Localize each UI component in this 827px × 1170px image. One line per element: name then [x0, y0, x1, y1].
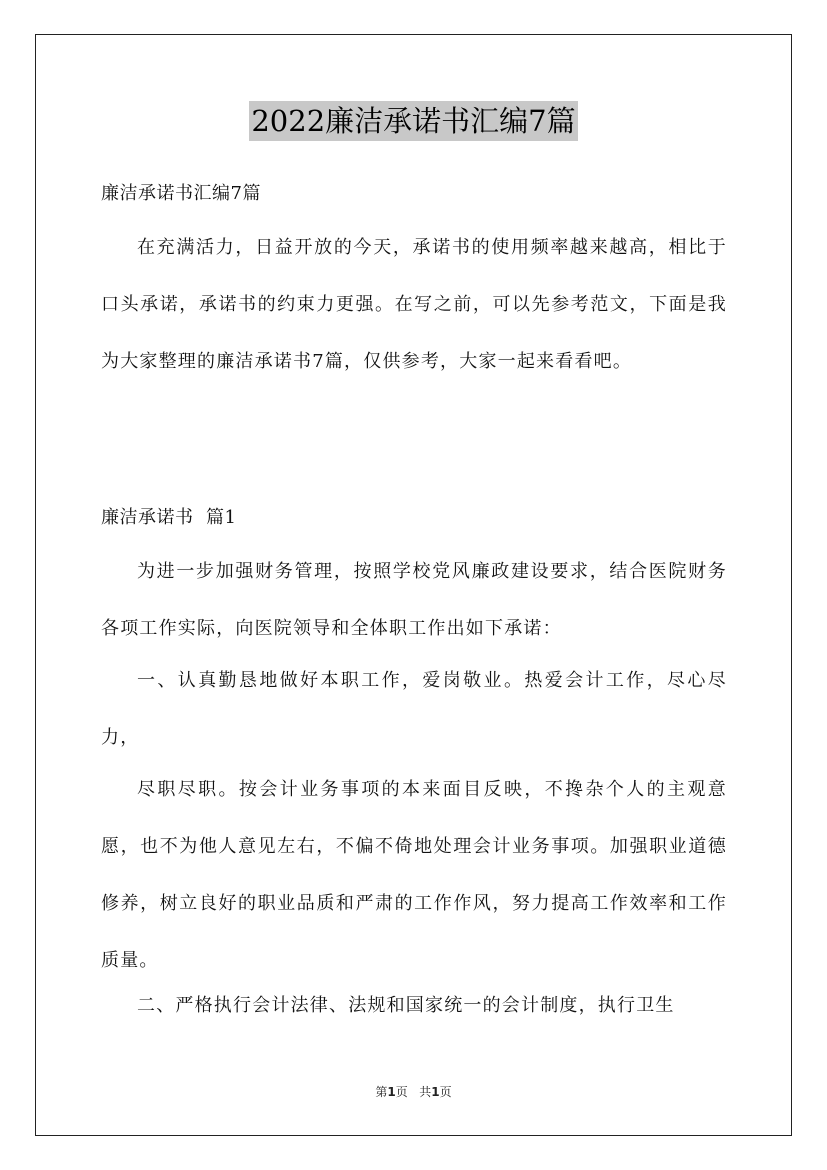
footer-total-prefix: 共 — [419, 1085, 432, 1099]
page-footer — [0, 1083, 827, 1100]
body-paragraph-1: 为进一步加强财务管理，按照学校党风廉政建设要求，结合医院财务各项工作实际，向医院领导和全体职工作出如下承诺： — [101, 561, 727, 639]
footer-page-suffix: 页 — [395, 1085, 408, 1099]
title-container — [0, 101, 827, 141]
document-subtitle: 廉洁承诺书汇编7篇 — [101, 183, 261, 204]
footer-total-suffix: 页 — [439, 1085, 452, 1099]
intro-paragraph: 在充满活力，日益开放的今天，承诺书的使用频率越来越高，相比于口头承诺，承诺书的约束力更强。在写之前，可以先参考范文，下面是我为大家整理的廉洁承诺书7篇，仅供参考，大家一起来看看吧。 — [101, 237, 727, 372]
body-paragraph-3: 尽职尽职。按会计业务事项的本来面目反映，不搀杂个人的主观意愿，也不为他人意见左右，不偏不倚地处理会计业务事项。加强职业道德修养，树立良好的职业品质和严肃的工作作风，努力提高工作效率和工作质量。 — [101, 779, 727, 971]
body-paragraph-2: 一、认真勤恳地做好本职工作，爱岗敬业。热爱会计工作，尽心尽力， — [101, 670, 727, 748]
footer-page-prefix: 第 — [375, 1085, 388, 1099]
body-paragraph-4: 二、严格执行会计法律、法规和国家统一的会计制度，执行卫生 — [137, 995, 675, 1016]
section-heading: 廉洁承诺书 篇1 — [101, 507, 237, 528]
footer-page-number: 1 — [387, 1085, 396, 1099]
footer-total-number: 1 — [431, 1085, 440, 1099]
document-title: 2022廉洁承诺书汇编7篇 — [249, 101, 577, 141]
